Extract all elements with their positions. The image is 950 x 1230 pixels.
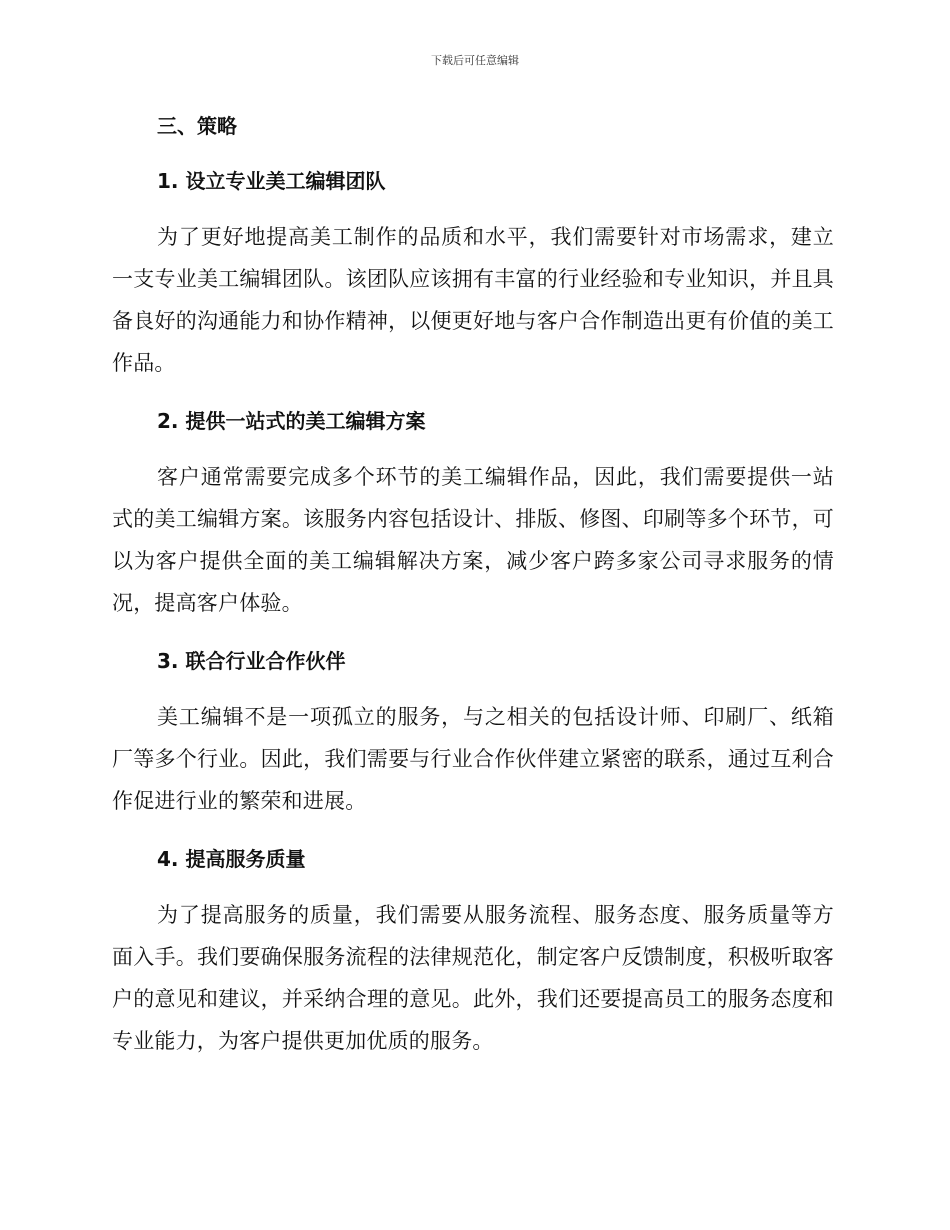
- item-heading-4: 4. 提高服务质量: [157, 847, 306, 871]
- page-header-note: 下载后可任意编辑: [431, 54, 519, 67]
- item-heading-2: 2. 提供一站式的美工编辑方案: [157, 409, 426, 433]
- document-body: [112, 108, 834, 1062]
- item-heading-1: 1. 设立专业美工编辑团队: [157, 169, 386, 193]
- item-paragraph-3: 美工编辑不是一项孤立的服务，与之相关的包括设计师、印刷厂、纸箱厂等多个行业。因此，我们需要与行业合作伙伴建立紧密的联系，通过互利合作促进行业的繁荣和进展。: [112, 705, 834, 813]
- item-paragraph-1: 为了更好地提高美工制作的品质和水平，我们需要针对市场需求，建立一支专业美工编辑团队。该团队应该拥有丰富的行业经验和专业知识，并且具备良好的沟通能力和协作精神，以便更好地与客户合作制造出更有价值的美工作品。: [112, 225, 834, 375]
- item-paragraph-2: 客户通常需要完成多个环节的美工编辑作品，因此，我们需要提供一站式的美工编辑方案。该服务内容包括设计、排版、修图、印刷等多个环节，可以为客户提供全面的美工编辑解决方案，减少客户跨多家公司寻求服务的情况，提高客户体验。: [112, 465, 834, 615]
- section-title: 三、策略: [157, 114, 237, 138]
- item-heading-3: 3. 联合行业合作伙伴: [157, 649, 346, 673]
- item-paragraph-4: 为了提高服务的质量，我们需要从服务流程、服务态度、服务质量等方面入手。我们要确保服务流程的法律规范化，制定客户反馈制度，积极听取客户的意见和建议，并采纳合理的意见。此外，我们还要提高员工的服务态度和专业能力，为客户提供更加优质的服务。: [112, 903, 834, 1053]
